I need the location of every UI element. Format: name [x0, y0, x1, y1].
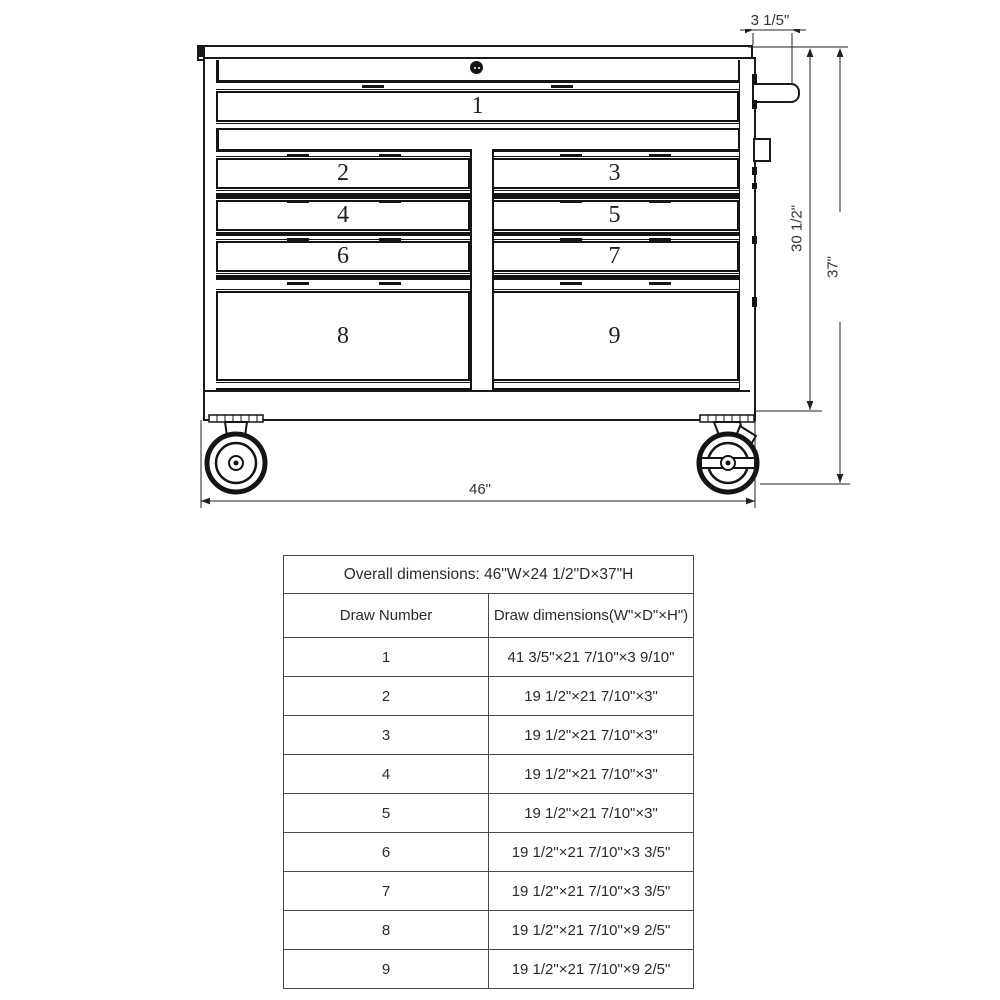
draw-dimensions-cell: 19 1/2"×21 7/10"×3": [489, 677, 694, 716]
draw-number-cell: 6: [284, 833, 489, 872]
column-header-draw-number: Draw Number: [284, 594, 489, 638]
draw-dimensions-cell: 41 3/5"×21 7/10"×3 9/10": [489, 638, 694, 677]
drawer-number: 4: [337, 202, 349, 228]
drawer-number: 8: [337, 322, 349, 349]
drawer-number: 9: [608, 322, 621, 349]
dim-label-cabinet-height: 30 1/2": [786, 158, 808, 298]
overall-dimensions-title: Overall dimensions: 46"W×24 1/2"D×37"H: [284, 556, 694, 594]
dim-label-handle-depth: 3 1/5": [736, 12, 804, 29]
draw-number-cell: 5: [284, 794, 489, 833]
table-row: [284, 794, 694, 833]
dim-label-overall-width: 46": [430, 481, 530, 498]
drawer-number: 7: [608, 242, 621, 269]
table-row: [284, 638, 694, 677]
table-row: [284, 833, 694, 872]
draw-dimensions-cell: 19 1/2"×21 7/10"×9 2/5": [489, 911, 694, 950]
draw-number-cell: 4: [284, 755, 489, 794]
dim-label-overall-height: 37": [822, 212, 844, 322]
drawer-number: 6: [337, 242, 349, 269]
draw-dimensions-cell: 19 1/2"×21 7/10"×9 2/5": [489, 950, 694, 989]
table-row: [284, 716, 694, 755]
draw-dimensions-cell: 19 1/2"×21 7/10"×3": [489, 755, 694, 794]
drawer-number: 3: [608, 159, 621, 186]
table-row: [284, 950, 694, 989]
draw-number-cell: 1: [284, 638, 489, 677]
draw-number-cell: 8: [284, 911, 489, 950]
draw-dimensions-cell: 19 1/2"×21 7/10"×3": [489, 716, 694, 755]
draw-number-cell: 2: [284, 677, 489, 716]
column-header-draw-dimensions: Draw dimensions(W"×D"×H"): [489, 594, 694, 638]
table-row: [284, 677, 694, 716]
draw-number-cell: 7: [284, 872, 489, 911]
dimensions-table: [283, 555, 694, 989]
table-title-row: [284, 556, 694, 594]
draw-number-cell: 3: [284, 716, 489, 755]
drawer-number: 2: [337, 159, 349, 186]
drawer-number: 1: [471, 93, 484, 120]
table-row: [284, 872, 694, 911]
table-header-row: [284, 594, 694, 638]
draw-dimensions-cell: 19 1/2"×21 7/10"×3 3/5": [489, 833, 694, 872]
draw-dimensions-cell: 19 1/2"×21 7/10"×3": [489, 794, 694, 833]
table-row: [284, 755, 694, 794]
draw-dimensions-cell: 19 1/2"×21 7/10"×3 3/5": [489, 872, 694, 911]
drawer-number: 5: [608, 202, 621, 228]
draw-number-cell: 9: [284, 950, 489, 989]
table-row: [284, 911, 694, 950]
